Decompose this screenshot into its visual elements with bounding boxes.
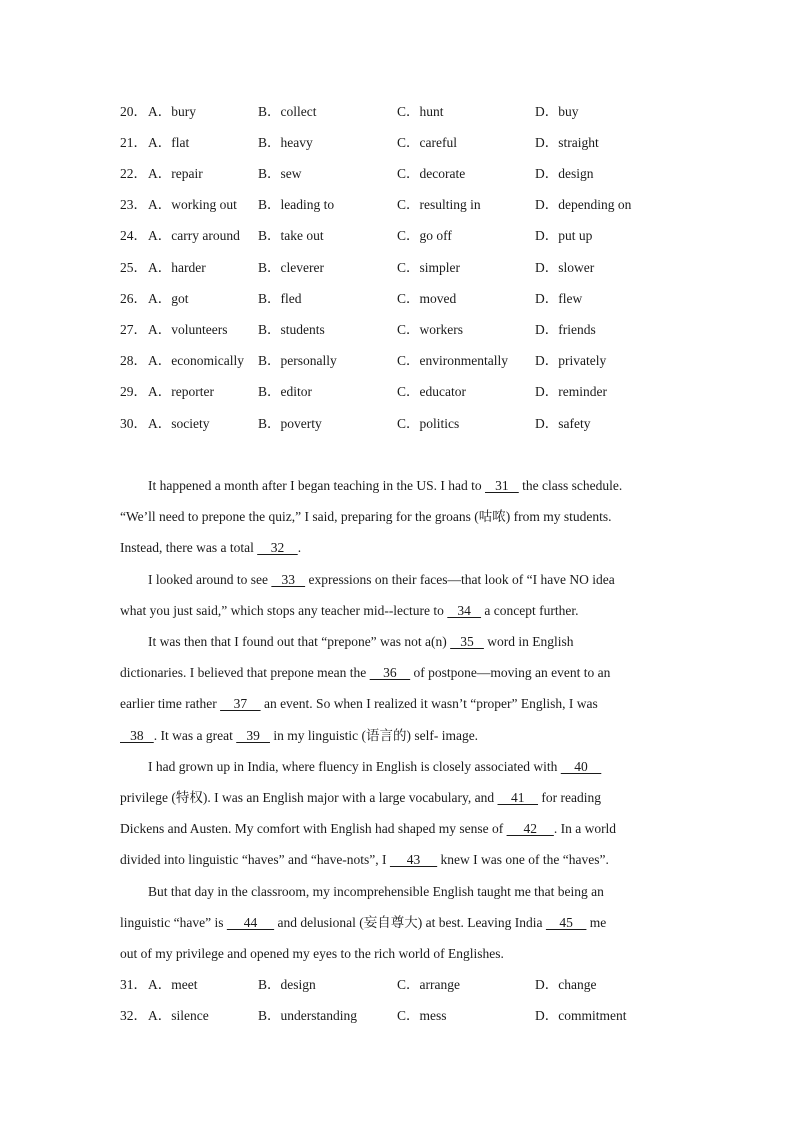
passage-line-15	[120, 912, 606, 934]
text: and delusional (妄自尊大) at best. Leaving India	[274, 915, 546, 930]
passage-line-8	[120, 693, 598, 715]
option-d: D．change	[535, 977, 597, 992]
option-c: C．simpler	[397, 260, 460, 275]
option-a: A．carry around	[148, 228, 240, 243]
blank-40: 40	[560, 759, 602, 774]
text: It was then that I found out that “prepone” was not a(n)	[148, 634, 451, 649]
option-c: C．educator	[397, 384, 466, 399]
question-number: 30．	[120, 416, 147, 431]
option-a: A．bury	[148, 104, 196, 119]
question-number: 23．	[120, 197, 147, 212]
text: me	[586, 915, 607, 930]
option-a: A．meet	[148, 977, 198, 992]
option-c: C．decorate	[397, 166, 466, 181]
text: . It was a great	[153, 728, 237, 743]
option-b: B．heavy	[258, 135, 313, 150]
blank-35: 35	[450, 634, 484, 649]
option-b: B．design	[258, 977, 316, 992]
passage-line-12	[120, 818, 616, 840]
option-a: A．repair	[148, 166, 203, 181]
passage-line-14	[148, 881, 604, 903]
option-b: B．personally	[258, 353, 337, 368]
option-c: C．careful	[397, 135, 457, 150]
blank-31: 31	[485, 478, 519, 493]
blank-41: 41	[497, 790, 539, 805]
text: out of my privilege and opened my eyes to the rich world of Englishes.	[120, 946, 504, 961]
text: word in English	[483, 634, 574, 649]
option-d: D．design	[535, 166, 594, 181]
option-row-28	[120, 351, 720, 371]
option-row-32	[120, 1006, 720, 1026]
option-a: A．flat	[148, 135, 190, 150]
option-a: A．society	[148, 416, 210, 431]
option-d: D．buy	[535, 104, 579, 119]
passage-line-3	[120, 537, 301, 559]
text: “We’ll need to prepone the quiz,” I said, preparing for the groans (咕哝) from my students.	[120, 509, 612, 524]
option-d: D．flew	[535, 291, 583, 306]
option-d: D．slower	[535, 260, 595, 275]
text: . In a world	[553, 821, 617, 836]
question-number: 32．	[120, 1008, 147, 1023]
blank-44: 44	[226, 915, 275, 930]
text: expressions on their faces—that look of “I have NO idea	[305, 572, 615, 587]
option-d: D．reminder	[535, 384, 607, 399]
passage-line-7	[120, 662, 610, 684]
question-number: 28．	[120, 353, 147, 368]
option-row-23	[120, 195, 720, 215]
option-d: D．put up	[535, 228, 593, 243]
text: of postpone—moving an event to an	[410, 665, 611, 680]
option-c: C．arrange	[397, 977, 460, 992]
text: Dickens and Austen. My comfort with English had shaped my sense of	[120, 821, 507, 836]
passage-line-10	[148, 756, 601, 778]
text: But that day in the classroom, my incomprehensible English taught me that being an	[148, 884, 604, 899]
text: dictionaries. I believed that prepone mean the	[120, 665, 370, 680]
blank-42: 42	[506, 821, 554, 836]
passage-line-16	[120, 943, 504, 965]
blank-33: 33	[271, 572, 306, 587]
option-d: D．commitment	[535, 1008, 627, 1023]
text: in my linguistic (语言的) self- image.	[269, 728, 479, 743]
option-b: B．sew	[258, 166, 302, 181]
option-row-29	[120, 382, 720, 402]
option-b: B．editor	[258, 384, 312, 399]
blank-34: 34	[447, 603, 482, 618]
text: what you just said,” which stops any teacher mid--lecture to	[120, 603, 448, 618]
option-c: C．go off	[397, 228, 452, 243]
text: privilege (特权). I was an English major with a large vocabulary, and	[120, 790, 498, 805]
question-number: 21．	[120, 135, 147, 150]
option-d: D．safety	[535, 416, 591, 431]
option-c: C．mess	[397, 1008, 447, 1023]
text: the class schedule.	[518, 478, 623, 493]
passage-line-5	[120, 600, 579, 622]
option-d: D．depending on	[535, 197, 632, 212]
option-row-25	[120, 258, 720, 278]
text: Instead, there was a total	[120, 540, 258, 555]
text: earlier time rather	[120, 696, 221, 711]
blank-45: 45	[545, 915, 587, 930]
option-a: A．working out	[148, 197, 237, 212]
text: a concept further.	[481, 603, 579, 618]
option-d: D．privately	[535, 353, 607, 368]
option-row-22	[120, 164, 720, 184]
option-c: C．moved	[397, 291, 457, 306]
option-c: C．environmentally	[397, 353, 508, 368]
option-b: B．take out	[258, 228, 324, 243]
blank-39: 39	[236, 728, 270, 743]
question-number: 22．	[120, 166, 147, 181]
option-b: B．understanding	[258, 1008, 357, 1023]
text: linguistic “have” is	[120, 915, 227, 930]
passage-line-2	[120, 506, 612, 528]
blank-43: 43	[389, 852, 438, 867]
question-number: 24．	[120, 228, 147, 243]
option-a: A．got	[148, 291, 189, 306]
question-number: 25．	[120, 260, 147, 275]
text: I had grown up in India, where fluency in English is closely associated with	[148, 759, 561, 774]
option-d: D．friends	[535, 322, 596, 337]
passage-line-13	[120, 849, 609, 871]
text: divided into linguistic “haves” and “have-nots”, I	[120, 852, 390, 867]
passage-line-9	[120, 725, 478, 747]
option-c: C．workers	[397, 322, 463, 337]
text: I looked around to see	[148, 572, 272, 587]
option-row-30	[120, 414, 720, 434]
passage-line-11	[120, 787, 601, 809]
option-row-24	[120, 226, 720, 246]
option-b: B．students	[258, 322, 325, 337]
question-number: 27．	[120, 322, 147, 337]
option-row-27	[120, 320, 720, 340]
option-a: A．economically	[148, 353, 244, 368]
passage-line-4	[148, 569, 615, 591]
text: .	[297, 540, 302, 555]
option-d: D．straight	[535, 135, 599, 150]
option-a: A．reporter	[148, 384, 214, 399]
option-b: B．leading to	[258, 197, 335, 212]
option-c: C．resulting in	[397, 197, 481, 212]
text: an event. So when I realized it wasn’t “proper” English, I was	[260, 696, 598, 711]
option-b: B．fled	[258, 291, 302, 306]
blank-36: 36	[369, 665, 411, 680]
option-b: B．poverty	[258, 416, 322, 431]
option-a: A．silence	[148, 1008, 209, 1023]
option-b: B．cleverer	[258, 260, 324, 275]
text: knew I was one of the “haves”.	[437, 852, 609, 867]
text: for reading	[538, 790, 601, 805]
option-b: B．collect	[258, 104, 317, 119]
blank-32: 32	[257, 540, 298, 555]
blank-38: 38	[120, 728, 154, 743]
option-a: A．harder	[148, 260, 206, 275]
question-number: 26．	[120, 291, 147, 306]
question-number: 20．	[120, 104, 147, 119]
question-number: 29．	[120, 384, 147, 399]
option-row-31	[120, 975, 720, 995]
option-c: C．politics	[397, 416, 460, 431]
question-number: 31．	[120, 977, 147, 992]
text: It happened a month after I began teaching in the US. I had to	[148, 478, 486, 493]
option-row-20	[120, 102, 720, 122]
passage-line-6	[148, 631, 574, 653]
option-a: A．volunteers	[148, 322, 228, 337]
option-row-21	[120, 133, 720, 153]
option-row-26	[120, 289, 720, 309]
blank-37: 37	[220, 696, 261, 711]
passage-line-1	[148, 475, 622, 497]
option-c: C．hunt	[397, 104, 444, 119]
